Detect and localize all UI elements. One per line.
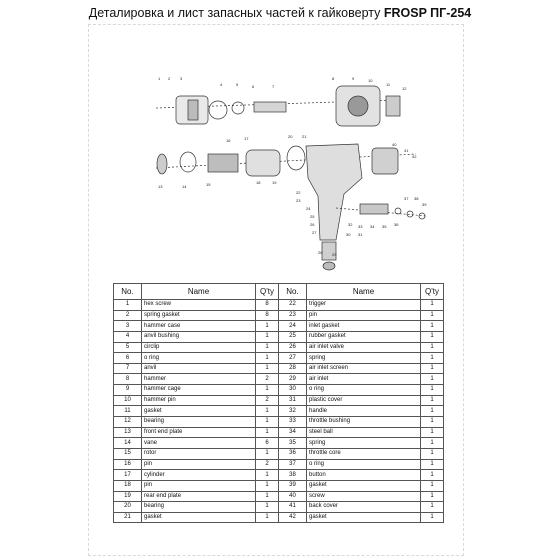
part-name: back cover xyxy=(307,502,421,513)
part-qty: 1 xyxy=(256,427,279,438)
callout-label: 14 xyxy=(182,184,187,189)
part-qty: 1 xyxy=(421,331,444,342)
callout-label: 25 xyxy=(310,214,315,219)
part-no: 34 xyxy=(279,427,307,438)
part-name: air inlet screen xyxy=(307,363,421,374)
part-name: gasket xyxy=(307,512,421,523)
part-qty: 1 xyxy=(256,363,279,374)
page-title xyxy=(0,6,560,20)
part-qty: 1 xyxy=(421,470,444,481)
title-model: FROSP ПГ-254 xyxy=(383,6,472,20)
callout-label: 22 xyxy=(296,190,301,195)
part-no: 29 xyxy=(279,374,307,385)
table-row xyxy=(114,512,444,523)
part-name: hammer pin xyxy=(142,395,256,406)
part-name: rear end plate xyxy=(142,491,256,502)
table-row xyxy=(114,491,444,502)
callout-label: 30 xyxy=(346,232,351,237)
table-row xyxy=(114,363,444,374)
part-qty: 1 xyxy=(421,448,444,459)
part-qty: 1 xyxy=(421,385,444,396)
callout-label: 9 xyxy=(352,76,355,81)
table-row xyxy=(114,417,444,428)
callout-label: 16 xyxy=(226,138,231,143)
table-row xyxy=(114,470,444,481)
part-name: hammer xyxy=(142,374,256,385)
table-row xyxy=(114,448,444,459)
part-no: 40 xyxy=(279,491,307,502)
part-qty: 1 xyxy=(256,353,279,364)
part-qty: 2 xyxy=(256,459,279,470)
part-qty: 1 xyxy=(421,406,444,417)
part-name: circlip xyxy=(142,342,256,353)
callout-label: 33 xyxy=(358,224,363,229)
part-no: 25 xyxy=(279,331,307,342)
callout-label: 34 xyxy=(370,224,375,229)
part-name: gasket xyxy=(142,406,256,417)
part-qty: 8 xyxy=(256,310,279,321)
part-qty: 1 xyxy=(421,374,444,385)
part-no: 39 xyxy=(279,480,307,491)
table-row xyxy=(114,406,444,417)
part-qty: 8 xyxy=(256,300,279,311)
part-no: 16 xyxy=(114,459,142,470)
part-qty: 1 xyxy=(421,491,444,502)
part-name: plastic cover xyxy=(307,395,421,406)
callout-label: 35 xyxy=(382,224,387,229)
part-no: 22 xyxy=(279,300,307,311)
part-name: anvil xyxy=(142,363,256,374)
part-qty: 1 xyxy=(421,438,444,449)
table-row xyxy=(114,300,444,311)
header-no: No. xyxy=(279,284,307,300)
part-no: 5 xyxy=(114,342,142,353)
table-row xyxy=(114,502,444,513)
table-row xyxy=(114,374,444,385)
part-no: 4 xyxy=(114,331,142,342)
part-no: 11 xyxy=(114,406,142,417)
callout-label: 7 xyxy=(272,84,275,89)
callout-label: 37 xyxy=(404,196,409,201)
part-name: screw xyxy=(307,491,421,502)
part-no: 27 xyxy=(279,353,307,364)
callout-label: 13 xyxy=(158,184,163,189)
part-name: anvil bushing xyxy=(142,331,256,342)
callout-label: 29 xyxy=(332,252,337,257)
part-name: cylinder xyxy=(142,470,256,481)
callout-label: 3 xyxy=(180,76,183,81)
part-qty: 1 xyxy=(256,502,279,513)
header-qty: Q'ty xyxy=(256,284,279,300)
callout-label: 15 xyxy=(206,182,211,187)
table-row xyxy=(114,427,444,438)
part-no: 3 xyxy=(114,321,142,332)
part-no: 6 xyxy=(114,353,142,364)
part-no: 8 xyxy=(114,374,142,385)
part-name: inlet gasket xyxy=(307,321,421,332)
part-no: 24 xyxy=(279,321,307,332)
table-row xyxy=(114,353,444,364)
part-name: o ring xyxy=(307,385,421,396)
part-name: spring xyxy=(307,438,421,449)
table-row xyxy=(114,438,444,449)
callout-label: 10 xyxy=(368,78,373,83)
callout-label: 27 xyxy=(312,230,317,235)
table-row xyxy=(114,342,444,353)
part-name: rotor xyxy=(142,448,256,459)
part-qty: 1 xyxy=(256,406,279,417)
part-qty: 1 xyxy=(421,395,444,406)
part-qty: 1 xyxy=(421,427,444,438)
table-row xyxy=(114,459,444,470)
part-no: 28 xyxy=(279,363,307,374)
part-no: 33 xyxy=(279,417,307,428)
part-qty: 1 xyxy=(256,512,279,523)
part-no: 23 xyxy=(279,310,307,321)
part-no: 19 xyxy=(114,491,142,502)
part-no: 7 xyxy=(114,363,142,374)
part-qty: 6 xyxy=(256,438,279,449)
part-qty: 1 xyxy=(256,480,279,491)
table-row xyxy=(114,480,444,491)
callout-label: 31 xyxy=(358,232,363,237)
part-qty: 1 xyxy=(421,417,444,428)
part-name: air inlet valve xyxy=(307,342,421,353)
callout-label: 18 xyxy=(256,180,261,185)
part-qty: 1 xyxy=(256,331,279,342)
part-qty: 1 xyxy=(421,321,444,332)
table-row xyxy=(114,331,444,342)
callout-label: 8 xyxy=(332,76,335,81)
title-prefix: Деталировка и лист запасных частей к гайковерту xyxy=(88,6,384,20)
callout-label: 39 xyxy=(422,202,427,207)
callout-label: 1 xyxy=(158,76,161,81)
part-no: 30 xyxy=(279,385,307,396)
part-name: hammer cage xyxy=(142,385,256,396)
part-qty: 1 xyxy=(256,470,279,481)
header-no: No. xyxy=(114,284,142,300)
part-no: 41 xyxy=(279,502,307,513)
part-name: steel ball xyxy=(307,427,421,438)
callout-label: 40 xyxy=(392,142,397,147)
callout-label: 2 xyxy=(168,76,171,81)
part-no: 12 xyxy=(114,417,142,428)
part-qty: 2 xyxy=(256,374,279,385)
table-row xyxy=(114,321,444,332)
parts-table xyxy=(113,283,444,523)
callout-label: 24 xyxy=(306,206,311,211)
part-name: throttle core xyxy=(307,448,421,459)
part-qty: 1 xyxy=(421,353,444,364)
parts-table-body xyxy=(114,300,444,523)
part-qty: 1 xyxy=(256,342,279,353)
header-qty: Q'ty xyxy=(421,284,444,300)
table-row xyxy=(114,310,444,321)
part-name: bearing xyxy=(142,417,256,428)
part-qty: 1 xyxy=(256,385,279,396)
part-name: pin xyxy=(142,459,256,470)
part-name: air inlet xyxy=(307,374,421,385)
part-qty: 1 xyxy=(421,300,444,311)
table-row xyxy=(114,385,444,396)
part-name: pin xyxy=(142,480,256,491)
part-qty: 1 xyxy=(421,480,444,491)
part-qty: 1 xyxy=(421,310,444,321)
part-no: 31 xyxy=(279,395,307,406)
part-name: gasket xyxy=(307,480,421,491)
part-no: 1 xyxy=(114,300,142,311)
part-qty: 1 xyxy=(421,502,444,513)
callout-label: 12 xyxy=(402,86,407,91)
part-qty: 1 xyxy=(256,491,279,502)
callout-label: 4 xyxy=(220,82,223,87)
part-name: rubber gasket xyxy=(307,331,421,342)
part-no: 15 xyxy=(114,448,142,459)
part-qty: 1 xyxy=(421,512,444,523)
part-name: trigger xyxy=(307,300,421,311)
table-row xyxy=(114,395,444,406)
part-no: 42 xyxy=(279,512,307,523)
part-qty: 1 xyxy=(256,448,279,459)
part-qty: 1 xyxy=(256,321,279,332)
header-name: Name xyxy=(307,284,421,300)
part-name: spring gasket xyxy=(142,310,256,321)
part-no: 36 xyxy=(279,448,307,459)
part-no: 20 xyxy=(114,502,142,513)
callout-label: 38 xyxy=(414,196,419,201)
part-no: 32 xyxy=(279,406,307,417)
part-no: 26 xyxy=(279,342,307,353)
part-no: 17 xyxy=(114,470,142,481)
part-no: 10 xyxy=(114,395,142,406)
part-qty: 1 xyxy=(421,342,444,353)
part-qty: 2 xyxy=(256,395,279,406)
part-name: hammer case xyxy=(142,321,256,332)
callout-label: 20 xyxy=(288,134,293,139)
callout-label: 23 xyxy=(296,198,301,203)
header-name: Name xyxy=(142,284,256,300)
part-no: 14 xyxy=(114,438,142,449)
callout-label: 21 xyxy=(302,134,307,139)
table-header-row xyxy=(114,284,444,300)
callout-label: 6 xyxy=(252,84,255,89)
part-name: o ring xyxy=(142,353,256,364)
part-name: throttle bushing xyxy=(307,417,421,428)
part-name: spring xyxy=(307,353,421,364)
part-no: 9 xyxy=(114,385,142,396)
callout-label: 11 xyxy=(386,82,391,87)
part-no: 35 xyxy=(279,438,307,449)
exploded-view-diagram xyxy=(96,58,456,276)
part-name: vane xyxy=(142,438,256,449)
part-name: front end plate xyxy=(142,427,256,438)
part-no: 21 xyxy=(114,512,142,523)
part-name: pin xyxy=(307,310,421,321)
part-qty: 1 xyxy=(256,417,279,428)
part-name: bearing xyxy=(142,502,256,513)
part-name: o ring xyxy=(307,459,421,470)
part-no: 18 xyxy=(114,480,142,491)
callout-label: 41 xyxy=(404,148,409,153)
part-no: 37 xyxy=(279,459,307,470)
part-qty: 1 xyxy=(421,363,444,374)
part-qty: 1 xyxy=(421,459,444,470)
callout-label: 17 xyxy=(244,136,249,141)
callout-label: 28 xyxy=(318,250,323,255)
callout-label: 42 xyxy=(412,154,417,159)
callout-label: 36 xyxy=(394,222,399,227)
callout-label: 5 xyxy=(236,82,239,87)
part-name: gasket xyxy=(142,512,256,523)
callout-label: 32 xyxy=(348,222,353,227)
part-no: 2 xyxy=(114,310,142,321)
part-name: button xyxy=(307,470,421,481)
part-name: hex screw xyxy=(142,300,256,311)
part-name: handle xyxy=(307,406,421,417)
part-no: 38 xyxy=(279,470,307,481)
callout-label: 26 xyxy=(310,222,315,227)
callout-label: 19 xyxy=(272,180,277,185)
part-no: 13 xyxy=(114,427,142,438)
